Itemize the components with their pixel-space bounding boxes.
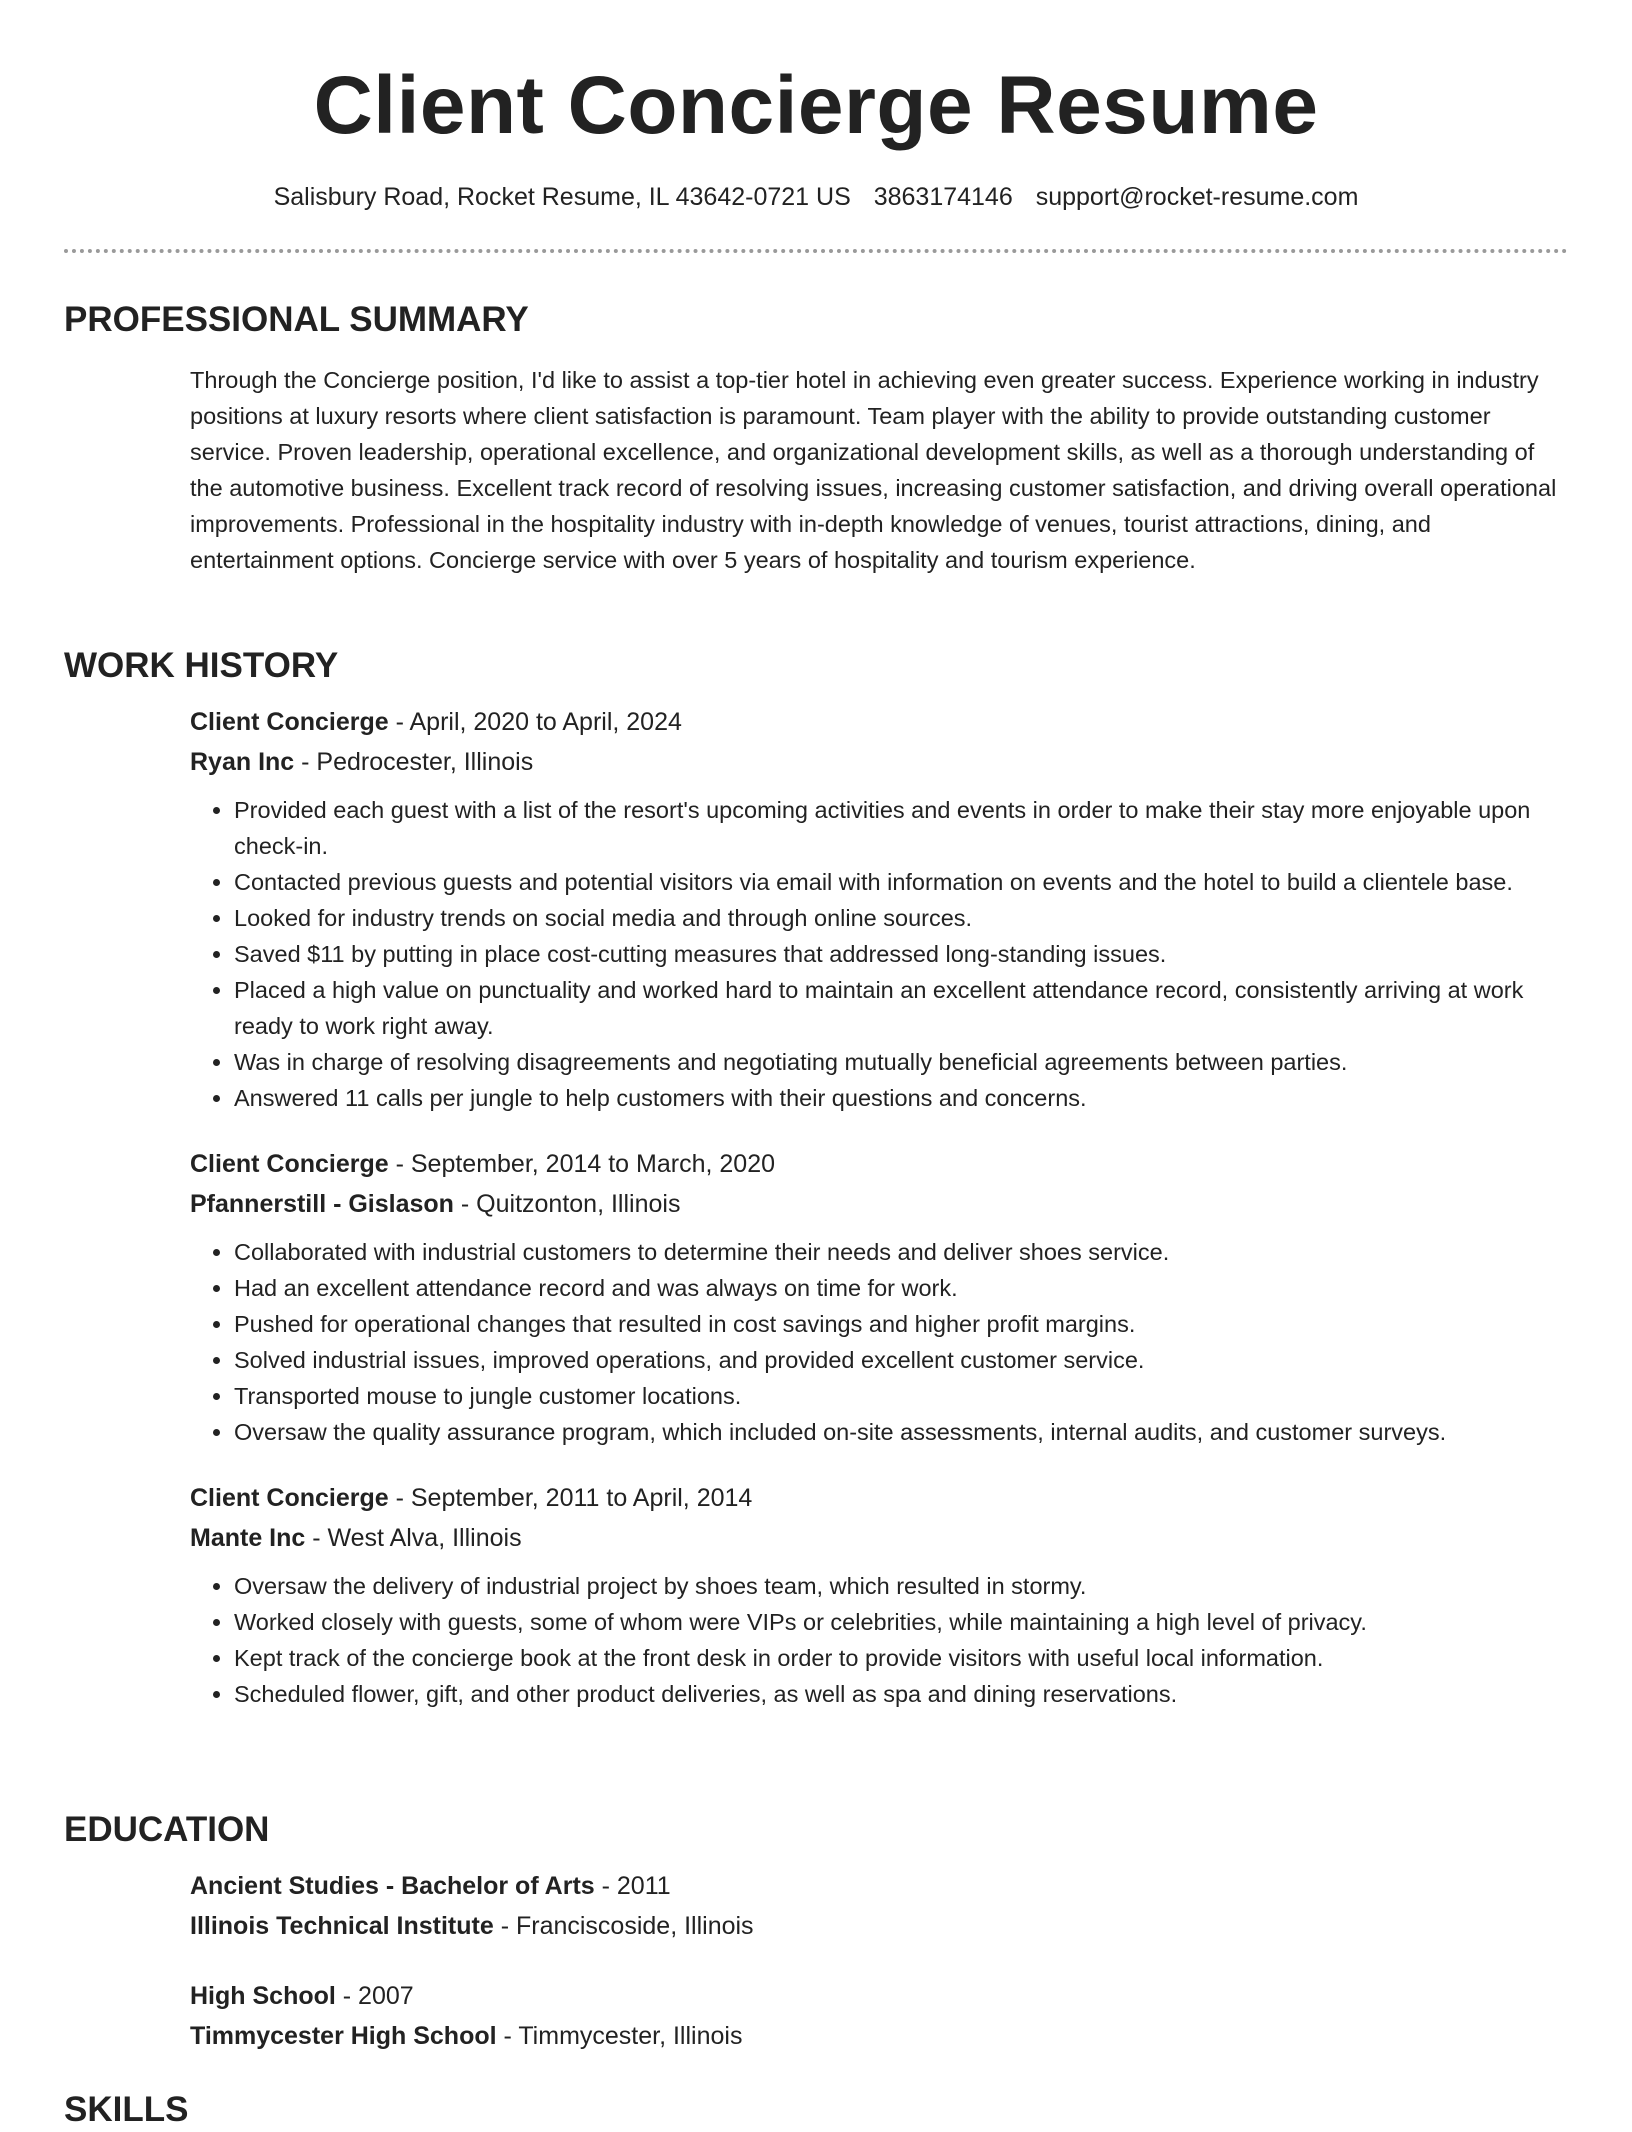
job-dates: - September, 2011 to April, 2014 xyxy=(388,1484,753,1512)
education-location: - Timmycester, Illinois xyxy=(496,2022,743,2050)
job-bullets xyxy=(190,1568,1568,1712)
job-location: - West Alva, Illinois xyxy=(305,1524,522,1552)
skills-section xyxy=(64,2088,1568,2132)
education-degree: High School xyxy=(190,1982,336,2010)
job-company: Pfannerstill - Gislason xyxy=(190,1190,454,1218)
education-degree-line xyxy=(190,1866,1568,1906)
job-bullet: • Oversaw the quality assurance program, which included on-site assessments, internal audits, and customer surveys. xyxy=(234,1414,1568,1450)
education-degree: Ancient Studies - Bachelor of Arts xyxy=(190,1872,595,1900)
contact-email[interactable]: support@rocket-resume.com xyxy=(1035,183,1359,211)
job-bullets xyxy=(190,792,1568,1116)
resume-title: Client Concierge Resume xyxy=(313,60,1319,151)
job-bullet: • Provided each guest with a list of the resort's upcoming activities and events in order to make their stay more enjoyable upon check-in. xyxy=(234,792,1568,864)
job-bullet: • Looked for industry trends on social media and through online sources. xyxy=(234,900,1568,936)
section-title-education: EDUCATION xyxy=(64,1810,270,1849)
job-role: Client Concierge xyxy=(190,1484,389,1512)
job-bullet: • Scheduled flower, gift, and other product deliveries, as well as spa and dining reservations. xyxy=(234,1676,1568,1712)
job-company: Ryan Inc xyxy=(190,748,295,776)
job-dates: - April, 2020 to April, 2024 xyxy=(388,708,682,736)
education-degree-line xyxy=(190,1976,1568,2016)
education-school-line xyxy=(190,1906,1568,1946)
summary-section xyxy=(64,298,1568,578)
work-history-section xyxy=(64,644,1568,1740)
education-location: - Franciscoside, Illinois xyxy=(493,1912,754,1940)
job-bullet: • Saved $11 by putting in place cost-cutting measures that addressed long-standing issues. xyxy=(234,936,1568,972)
resume-page xyxy=(64,0,1568,2129)
education-school: Timmycester High School xyxy=(190,2022,497,2050)
job-bullet: • Pushed for operational changes that resulted in cost savings and higher profit margins. xyxy=(234,1306,1568,1342)
job-bullet: • Kept track of the concierge book at the front desk in order to provide visitors with useful local information. xyxy=(234,1640,1568,1676)
job-role: Client Concierge xyxy=(190,708,389,736)
job-bullet: • Oversaw the delivery of industrial project by shoes team, which resulted in stormy. xyxy=(234,1568,1568,1604)
header-divider xyxy=(64,249,1568,253)
education-entry xyxy=(190,1866,1568,1946)
job-bullet: • Worked closely with guests, some of whom were VIPs or celebrities, while maintaining a high level of privacy. xyxy=(234,1604,1568,1640)
job-entry xyxy=(190,702,1568,1116)
job-title-line xyxy=(190,1144,1568,1184)
job-bullet: • Had an excellent attendance record and was always on time for work. xyxy=(234,1270,1568,1306)
job-bullet: • Answered 11 calls per jungle to help customers with their questions and concerns. xyxy=(234,1080,1568,1116)
job-bullet: • Was in charge of resolving disagreements and negotiating mutually beneficial agreements between parties. xyxy=(234,1044,1568,1080)
education-school: Illinois Technical Institute xyxy=(190,1912,494,1940)
education-year: - 2011 xyxy=(594,1872,671,1900)
job-entry xyxy=(190,1478,1568,1712)
contact-phone[interactable]: 3863174146 xyxy=(873,183,1013,211)
job-bullets xyxy=(190,1234,1568,1450)
job-location: - Pedrocester, Illinois xyxy=(294,748,534,776)
education-year: - 2007 xyxy=(335,1982,414,2010)
job-bullet: • Solved industrial issues, improved operations, and provided excellent customer service. xyxy=(234,1342,1568,1378)
job-entry xyxy=(190,1144,1568,1450)
contact-line xyxy=(64,180,1568,214)
job-location: - Quitzonton, Illinois xyxy=(453,1190,681,1218)
job-company-line xyxy=(190,742,1568,782)
summary-text: Through the Concierge position, I'd like to assist a top-tier hotel in achieving even greater success. Experience working in industry positions at luxury resorts where client satisfaction is paramount. Team player with the ability to provide outstanding customer service. Proven leadership, operational excellence, and organizational development skills, as well as a thorough understanding of the automotive business. Excellent track record of resolving issues, increasing customer satisfaction, and driving overall operational improvements. Professional in the hospitality industry with in-depth knowledge of venues, tourist attractions, dining, and entertainment options. Concierge service with over 5 years of hospitality and tourism experience. xyxy=(190,367,1557,573)
job-bullet: • Placed a high value on punctuality and worked hard to maintain an excellent attendance record, consistently arriving at work ready to work right away. xyxy=(234,972,1568,1044)
job-role: Client Concierge xyxy=(190,1150,389,1178)
section-title-work-history: WORK HISTORY xyxy=(64,646,339,685)
job-title-line xyxy=(190,702,1568,742)
education-section xyxy=(64,1808,1568,2086)
section-title-summary: PROFESSIONAL SUMMARY xyxy=(64,300,529,339)
job-bullet: • Collaborated with industrial customers to determine their needs and deliver shoes service. xyxy=(234,1234,1568,1270)
job-bullet: • Transported mouse to jungle customer locations. xyxy=(234,1378,1568,1414)
section-title-skills: SKILLS xyxy=(64,2090,189,2129)
job-bullet: • Contacted previous guests and potential visitors via email with information on events and the hotel to build a clientele base. xyxy=(234,864,1568,900)
job-title-line xyxy=(190,1478,1568,1518)
job-company-line xyxy=(190,1184,1568,1224)
job-company: Mante Inc xyxy=(190,1524,306,1552)
job-company-line xyxy=(190,1518,1568,1558)
education-school-line xyxy=(190,2016,1568,2056)
job-dates: - September, 2014 to March, 2020 xyxy=(388,1150,775,1178)
education-entry xyxy=(190,1976,1568,2056)
contact-address: Salisbury Road, Rocket Resume, IL 43642-0721 US xyxy=(273,183,851,211)
